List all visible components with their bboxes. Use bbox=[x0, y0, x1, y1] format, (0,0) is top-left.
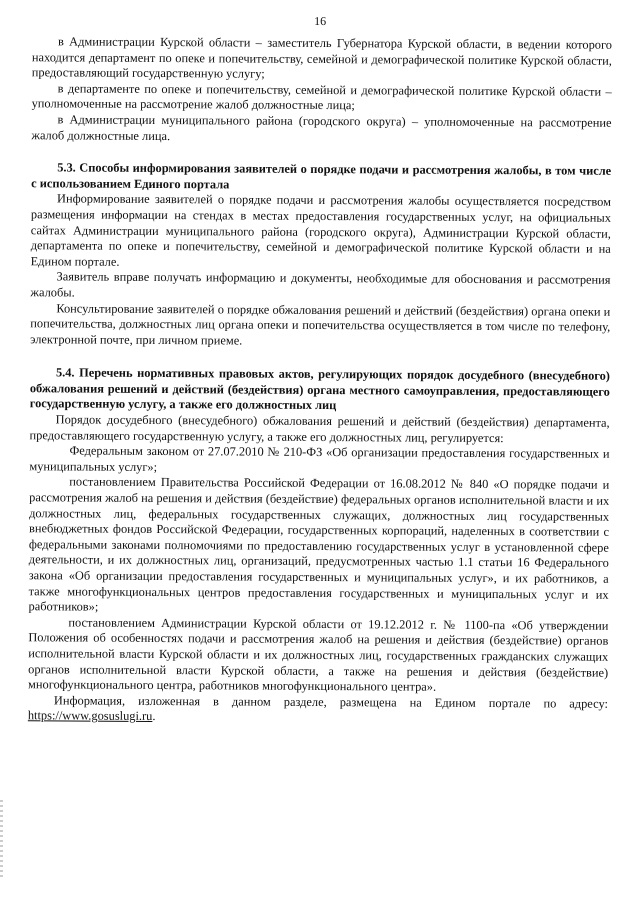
page-content bbox=[28, 34, 612, 727]
legal-act-item: постановлением Администрации Курской области от 19.12.2012 г. № 1100-па «Об утверждении Положения об особенностях подачи и рассмотрения жалоб на решения и действия (бездействие) органов исполнительной власти Курской области и их должностных лиц, государственных гражданских служащих органов исполнительной власти Курской области, а также на решения и действия (бездействие) многофункционального центра, работников многофункционального центра». bbox=[28, 615, 609, 694]
scan-edge-mark bbox=[0, 800, 3, 880]
info-text: Информация, изложенная в данном разделе, размещена на Едином портале по адресу: bbox=[53, 693, 608, 711]
paragraph: Консультирование заявителей о порядке обжалования решений и действий (бездействия) органа опеки и попечительства, должностных лиц органа опеки и попечительства осуществляется в том числе по телефону, электронной почте, при личном приеме. bbox=[30, 300, 611, 348]
list-item: в Администрации муниципального района (городского округа) – уполномоченные на рассмотрение жалоб должностные лица. bbox=[31, 112, 612, 143]
page-number: 16 bbox=[314, 13, 327, 29]
paragraph: Информирование заявителей о порядке подачи и рассмотрения жалобы осуществляется посредством размещения информации на стендах в местах предоставления государственных услуг, на официальных сайтах Администрации муниципального района (городского округа), Администрации Курской области, департамента по опеке и попечительству, семейной и демографической политике Курской области и на Едином портале. bbox=[30, 191, 612, 269]
section-5-3-heading: 5.3. Способы информирования заявителей о порядке подачи и рассмотрения жалобы, в том числе с использованием Единого портала bbox=[31, 160, 612, 192]
section-5-4-heading: 5.4. Перечень нормативных правовых актов, регулирующих порядок досудебного (внесудебного) обжалования решений и действий (бездействия) органа местного самоуправления, предоставляющего государственную услугу, а также его должностных лиц bbox=[29, 365, 610, 413]
legal-act-item: постановлением Правительства Российской Федерации от 16.08.2012 № 840 «О порядке подачи и рассмотрения жалоб на решения и действия (бездействие) федеральных органов исполнительной власти и их должностных лиц, федеральных государственных служащих, должностных лиц государственных внебюджетных фондов Российской Федерации, государственных корпораций, наделенных в соответствии с федеральными законами полномочиями по предоставлению государственных услуг в установленной сфере деятельности, и их должностных лиц, организаций, предусмотренных частью 1.1 статьи 16 Федерального закона «Об организации предоставления государственных и муниципальных услуг», и их работников, а также многофункциональных центров предоставления государственных и муниципальных услуг и их работников»; bbox=[28, 474, 610, 614]
gosuslugi-link[interactable]: https://www.gosuslugi.ru bbox=[27, 708, 153, 724]
list-item: в департаменте по опеке и попечительству, семейной и демографической политике Курской области – уполномоченные на рассмотрение жалоб должностные лица; bbox=[31, 81, 612, 113]
info-end: . bbox=[152, 709, 156, 724]
legal-act-item: Федеральным законом от 27.07.2010 № 210-ФЗ «Об организации предоставления государственных и муниципальных услуг»; bbox=[29, 443, 610, 474]
paragraph: Порядок досудебного (внесудебного) обжалования решений и действий (бездействия) департамента, предоставляющего государственную услугу, а также его должностных лиц, регулируется: bbox=[29, 412, 610, 445]
paragraph: Заявитель вправе получать информацию и документы, необходимые для обоснования и рассмотрения жалобы. bbox=[30, 269, 611, 300]
list-item: в Администрации Курской области – заместитель Губернатора Курской области, в ведении которого находится департамент по опеке и попечительству, семейной и демографической политике Курской области, предоставляющий государственную услугу; bbox=[31, 34, 613, 81]
info-paragraph bbox=[28, 693, 608, 728]
